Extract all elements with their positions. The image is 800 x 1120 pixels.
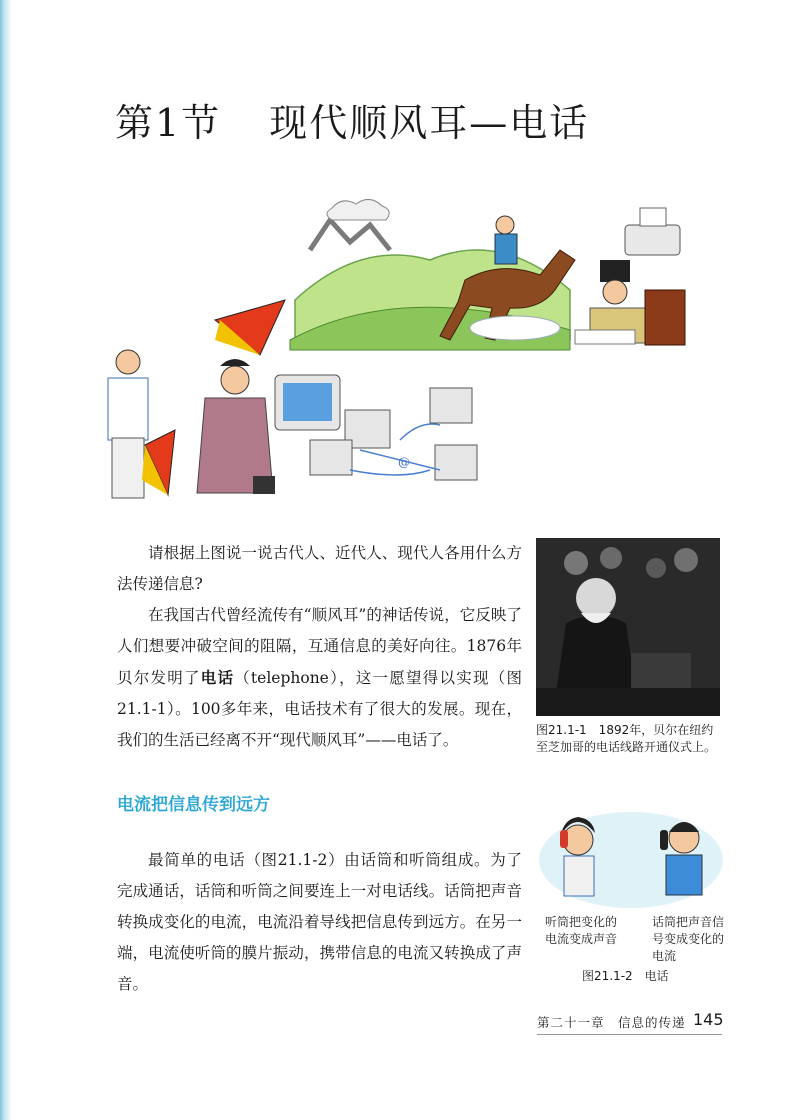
businessman-mobile-phone-icon: [197, 359, 275, 494]
page-title: [115, 92, 589, 147]
man-reading-letter-icon: [575, 260, 685, 345]
footer-rule: [537, 1034, 722, 1035]
section-topic: 现代顺风耳—电话: [269, 101, 590, 145]
chapter-footer: 第二十一章 信息的传递: [537, 1015, 686, 1030]
svg-text:@: @: [398, 455, 410, 469]
communication-history-illustration: [100, 180, 700, 510]
boy-phone-icon: [660, 822, 702, 895]
fax-machine-icon: [625, 208, 680, 255]
paragraph-history-text-2: （telephone），这一愿望得以实现（图21.1-1）。100多年来，电话技术有了很大的发展。现在，我们的生活已经离不开“现代顺风耳”——电话了。: [117, 669, 522, 749]
figure-2-caption: 图21.1-2 电话: [582, 969, 669, 983]
page-edge-bar: [0, 0, 12, 1120]
paragraph-history-text-1: 在我国古代曾经流传有“顺风耳”的神话传说，它反映了人们想要冲破空间的阻隔，互通信息的美好向往。1876年贝尔发明了: [117, 606, 522, 687]
figure-1-caption: 图21.1-1 1892年，贝尔在纽约至芝加哥的电话线路开通仪式上。: [536, 723, 717, 754]
paragraph-telephone-structure: 最简单的电话（图21.1-2）由话筒和听筒组成。为了完成通话，话筒和听筒之间要连上一对电话线。话筒把声音转换成变化的电流，电流沿着导线把信息传到远方。在另一端，电流使听筒的膜片振动，携带信息的电流又转换成了声音。: [117, 851, 522, 993]
page-number: 145: [693, 1010, 724, 1029]
section-number: 第1节: [115, 101, 222, 145]
paragraph-history: [117, 600, 522, 756]
microphone-label: 话筒把声音信号变成变化的电流: [652, 915, 725, 963]
telephone-call-illustration: [536, 800, 726, 910]
bell-telephone-photo: [536, 538, 720, 716]
paragraph-question: 请根据上图说一说古代人、近代人、现代人各用什么方法传递信息?: [117, 544, 522, 593]
computer-network-icon: [275, 375, 477, 480]
term-telephone: 电话: [200, 668, 235, 687]
section-heading: 电流把信息传到远方: [117, 795, 270, 815]
receiver-label: 听筒把变化的电流变成声音: [545, 915, 618, 946]
